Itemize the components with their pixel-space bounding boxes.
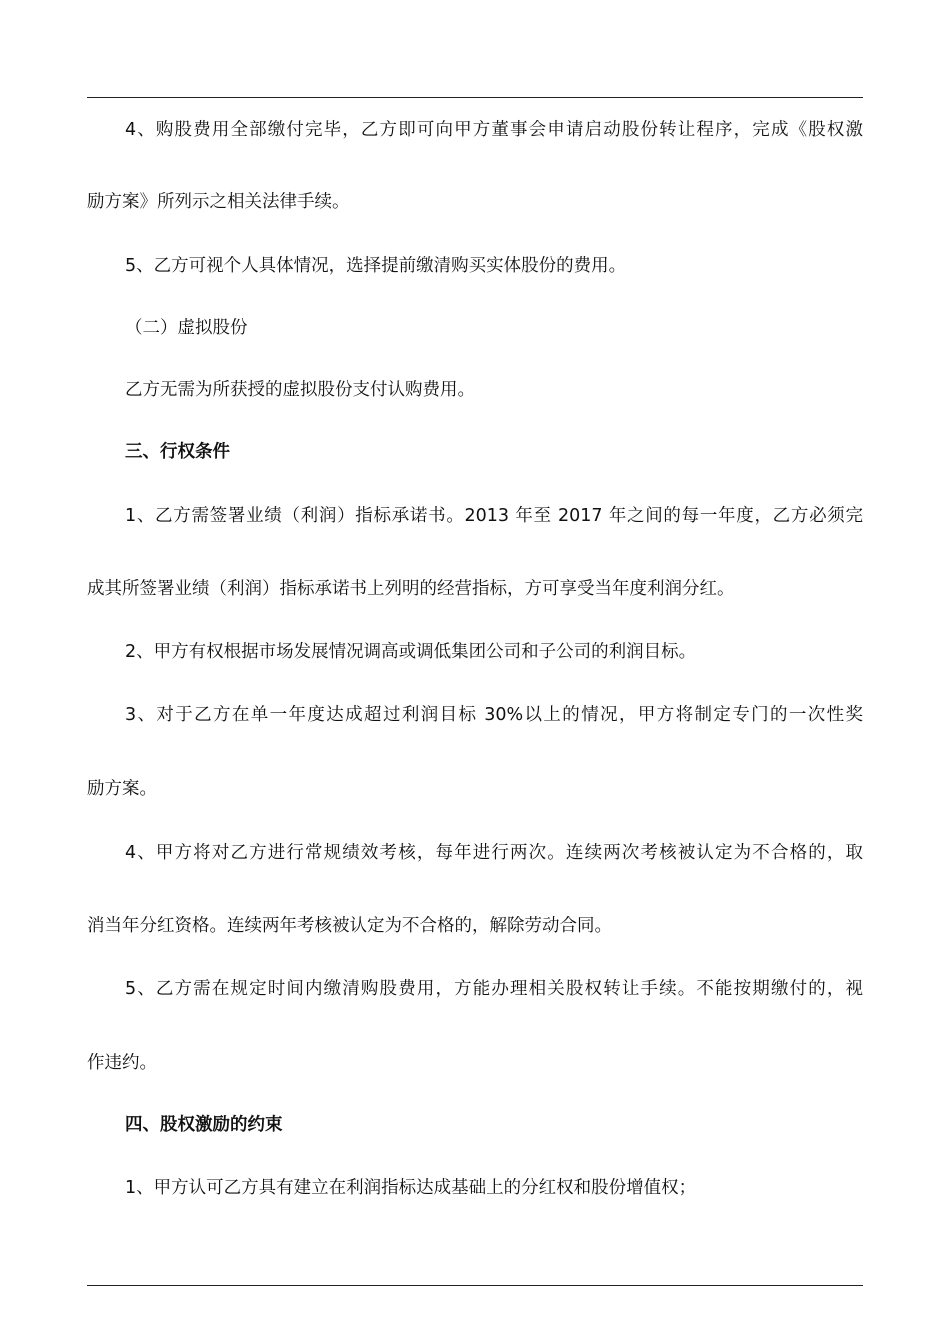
section-heading: 四、股权激励的约束 xyxy=(125,1115,283,1135)
header-rule xyxy=(87,97,863,98)
paragraph-line: 4、甲方将对乙方进行常规绩效考核，每年进行两次。连续两次考核被认定为不合格的，取 xyxy=(125,843,863,863)
footer-rule xyxy=(87,1285,863,1286)
paragraph-line: 乙方无需为所获授的虚拟股份支付认购费用。 xyxy=(125,380,475,400)
paragraph-line: 1、甲方认可乙方具有建立在利润指标达成基础上的分红权和股份增值权； xyxy=(125,1178,697,1198)
paragraph-line: 作违约。 xyxy=(87,1053,157,1073)
subsection-title: （二）虚拟股份 xyxy=(125,318,248,338)
paragraph-line: 励方案。 xyxy=(87,779,157,799)
paragraph-line: 3、对于乙方在单一年度达成超过利润目标 30%以上的情况，甲方将制定专门的一次性奖 xyxy=(125,705,863,725)
paragraph-line: 5、乙方可视个人具体情况，选择提前缴清购买实体股份的费用。 xyxy=(125,256,627,276)
paragraph-line: 2、甲方有权根据市场发展情况调高或调低集团公司和子公司的利润目标。 xyxy=(125,642,697,662)
section-heading: 三、行权条件 xyxy=(125,442,230,462)
paragraph-line: 励方案》所列示之相关法律手续。 xyxy=(87,192,350,212)
paragraph-line: 4、购股费用全部缴付完毕，乙方即可向甲方董事会申请启动股份转让程序，完成《股权激 xyxy=(125,120,863,140)
paragraph-line: 成其所签署业绩（利润）指标承诺书上列明的经营指标，方可享受当年度利润分红。 xyxy=(87,579,735,599)
paragraph-line: 1、乙方需签署业绩（利润）指标承诺书。2013 年至 2017 年之间的每一年度，乙方必须完 xyxy=(125,506,863,526)
paragraph-line: 消当年分红资格。连续两年考核被认定为不合格的，解除劳动合同。 xyxy=(87,916,612,936)
paragraph-line: 5、乙方需在规定时间内缴清购股费用，方能办理相关股权转让手续。不能按期缴付的，视 xyxy=(125,979,863,999)
